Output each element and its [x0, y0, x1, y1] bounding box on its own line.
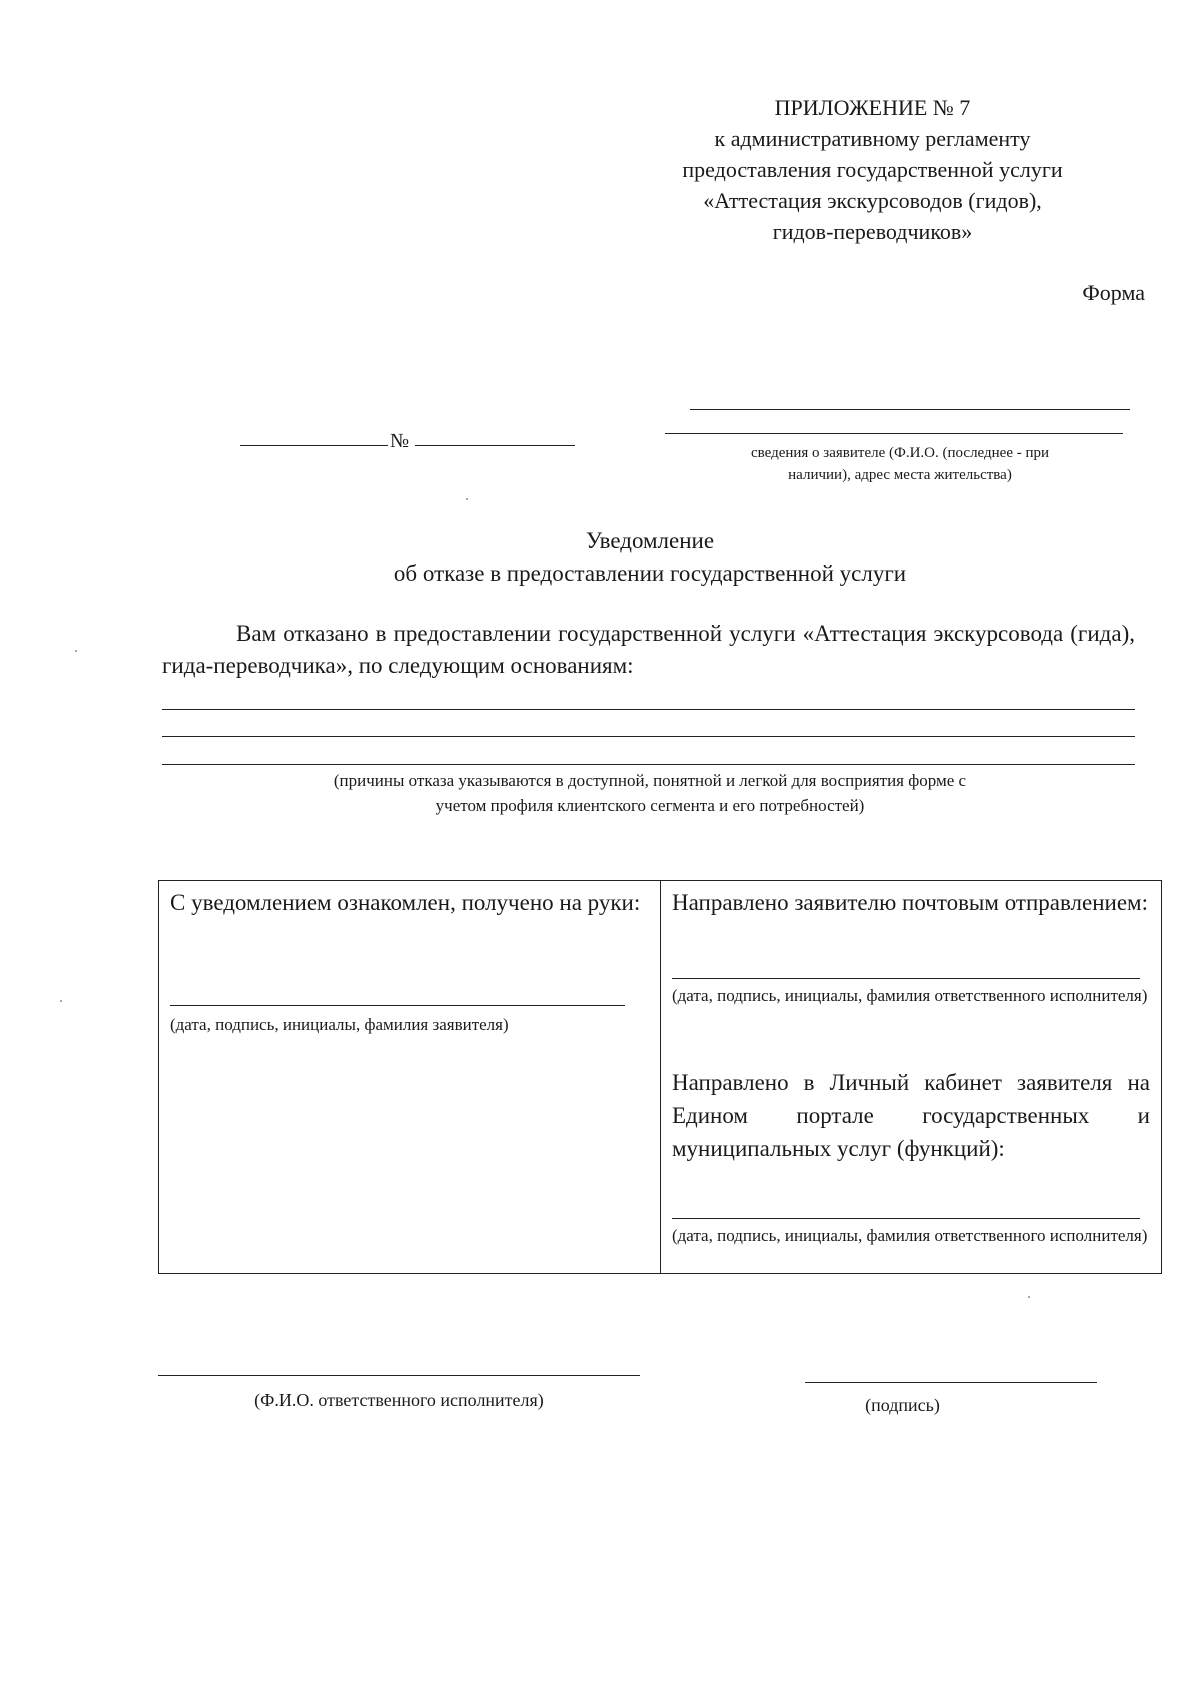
- table-column-divider: [660, 880, 661, 1274]
- reason-line: [162, 736, 1135, 737]
- reason-line: [162, 764, 1135, 765]
- portal-sent-heading: Направлено в Личный кабинет заявителя на Едином портале государственных и муниципальных услуг (функций):: [672, 1070, 1150, 1161]
- number-blank-line: [415, 445, 575, 446]
- executor-name-line: [158, 1375, 640, 1376]
- notice-title-line: Уведомление: [585, 528, 715, 553]
- form-label: Форма: [1082, 280, 1145, 305]
- signature-caption: (подпись): [865, 1395, 940, 1415]
- appendix-title: ПРИЛОЖЕНИЕ № 7: [774, 95, 971, 120]
- reasons-caption-line: учетом профиля клиентского сегмента и его потребностей): [435, 796, 865, 815]
- applicant-info-caption: [665, 442, 1135, 486]
- reason-line: [162, 709, 1135, 710]
- received-heading: С уведомлением ознакомлен, получено на руки:: [170, 890, 641, 915]
- applicant-signature-line: [170, 1005, 625, 1006]
- portal-signature-caption: (дата, подпись, инициалы, фамилия ответственного исполнителя): [672, 1226, 1148, 1245]
- reasons-caption-line: (причины отказа указываются в доступной, понятной и легкой для восприятия форме с: [333, 771, 967, 790]
- number-sign: №: [390, 430, 410, 452]
- notice-subtitle-line: об отказе в предоставлении государственной услуги: [393, 561, 907, 586]
- reasons-caption: [170, 768, 1130, 818]
- appendix-line: гидов-переводчиков»: [772, 219, 973, 244]
- notice-title: [300, 524, 1000, 590]
- mail-sent-heading: Направлено заявителю почтовым отправлением:: [672, 890, 1148, 915]
- appendix-header: [600, 92, 1145, 247]
- applicant-info-line: [665, 433, 1123, 434]
- applicant-signature-caption: (дата, подпись, инициалы, фамилия заявителя): [170, 1015, 509, 1034]
- appendix-line: «Аттестация экскурсоводов (гидов),: [703, 188, 1042, 213]
- mail-signature-caption: (дата, подпись, инициалы, фамилия ответственного исполнителя): [672, 986, 1148, 1005]
- appendix-line: к административному регламенту: [714, 126, 1031, 151]
- appendix-line: предоставления государственной услуги: [682, 157, 1063, 182]
- refusal-paragraph: Вам отказано в предоставлении государственной услуги «Аттестация экскурсовода (гида), гида-переводчика», по следующим основаниям:: [162, 621, 1135, 678]
- signature-line: [805, 1382, 1097, 1383]
- applicant-caption-line: наличии), адрес места жительства): [788, 467, 1012, 483]
- executor-name-caption: (Ф.И.О. ответственного исполнителя): [254, 1390, 544, 1410]
- applicant-info-line: [690, 409, 1130, 410]
- date-blank-line: [240, 445, 388, 446]
- mail-signature-line: [672, 978, 1140, 979]
- applicant-caption-line: сведения о заявителе (Ф.И.О. (последнее - при: [750, 445, 1050, 461]
- portal-signature-line: [672, 1218, 1140, 1219]
